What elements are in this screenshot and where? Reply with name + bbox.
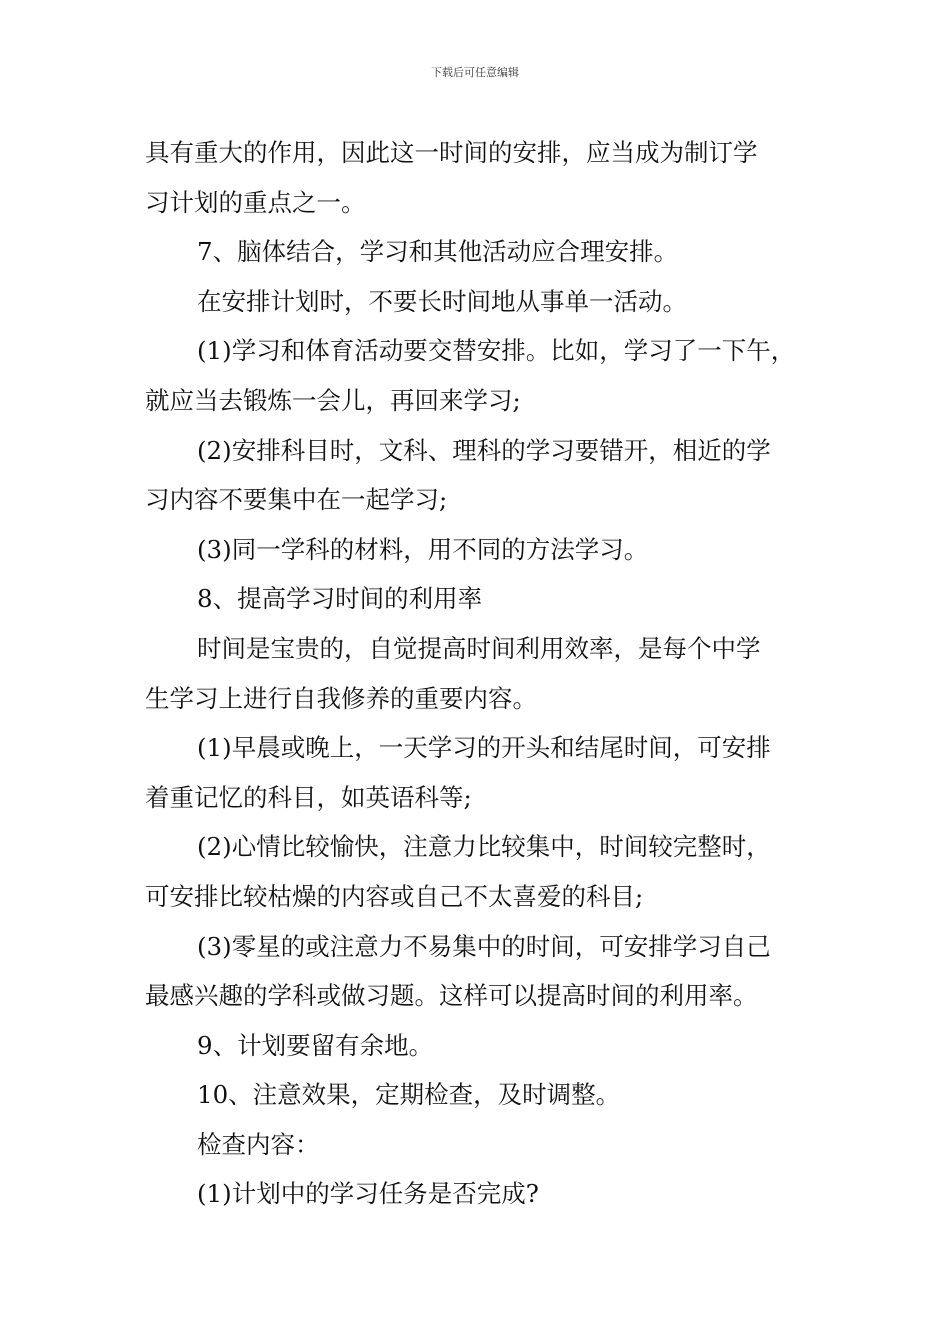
text-line: (1)学习和体育活动要交替安排。比如，学习了一下午， xyxy=(197,336,796,366)
text-line: 习内容不要集中在一起学习; xyxy=(145,485,448,515)
text-line: 检查内容： xyxy=(197,1129,320,1159)
text-line: (3)零星的或注意力不易集中的时间，可安排学习自己 xyxy=(197,931,771,961)
page-header: 下载后可任意编辑 xyxy=(431,66,519,79)
text-line: 8、提高学习时间的利用率 xyxy=(197,584,483,614)
text-line: 可安排比较枯燥的内容或自己不太喜爱的科目; xyxy=(145,881,644,911)
text-line: 着重记忆的科目，如英语科等; xyxy=(145,782,472,812)
text-line: (1)计划中的学习任务是否完成? xyxy=(197,1179,539,1209)
document-body xyxy=(145,128,825,1219)
text-line: 在安排计划时，不要长时间地从事单一活动。 xyxy=(197,286,687,316)
text-line: 具有重大的作用，因此这一时间的安排，应当成为制订学 xyxy=(145,138,758,167)
text-line: 时间是宝贵的，自觉提高时间利用效率，是每个中学 xyxy=(197,633,761,663)
text-line: (2)心情比较愉快，注意力比较集中，时间较完整时， xyxy=(197,832,771,862)
text-line: (2)安排科目时，文科、理科的学习要错开，相近的学 xyxy=(197,435,771,465)
text-line: 就应当去锻炼一会儿，再回来学习; xyxy=(145,385,521,415)
text-line: (1)早晨或晚上，一天学习的开头和结尾时间，可安排 xyxy=(197,733,771,763)
text-line: 习计划的重点之一。 xyxy=(145,187,366,217)
text-line: 7、脑体结合，学习和其他活动应合理安排。 xyxy=(197,237,679,267)
text-line: 9、计划要留有余地。 xyxy=(197,1030,434,1060)
text-line: (3)同一学科的材料，用不同的方法学习。 xyxy=(197,534,649,564)
text-line: 生学习上进行自我修养的重要内容。 xyxy=(145,683,537,713)
text-line: 最感兴趣的学科或做习题。这样可以提高时间的利用率。 xyxy=(145,981,758,1011)
text-line: 10、注意效果，定期检查，及时调整。 xyxy=(197,1080,621,1110)
